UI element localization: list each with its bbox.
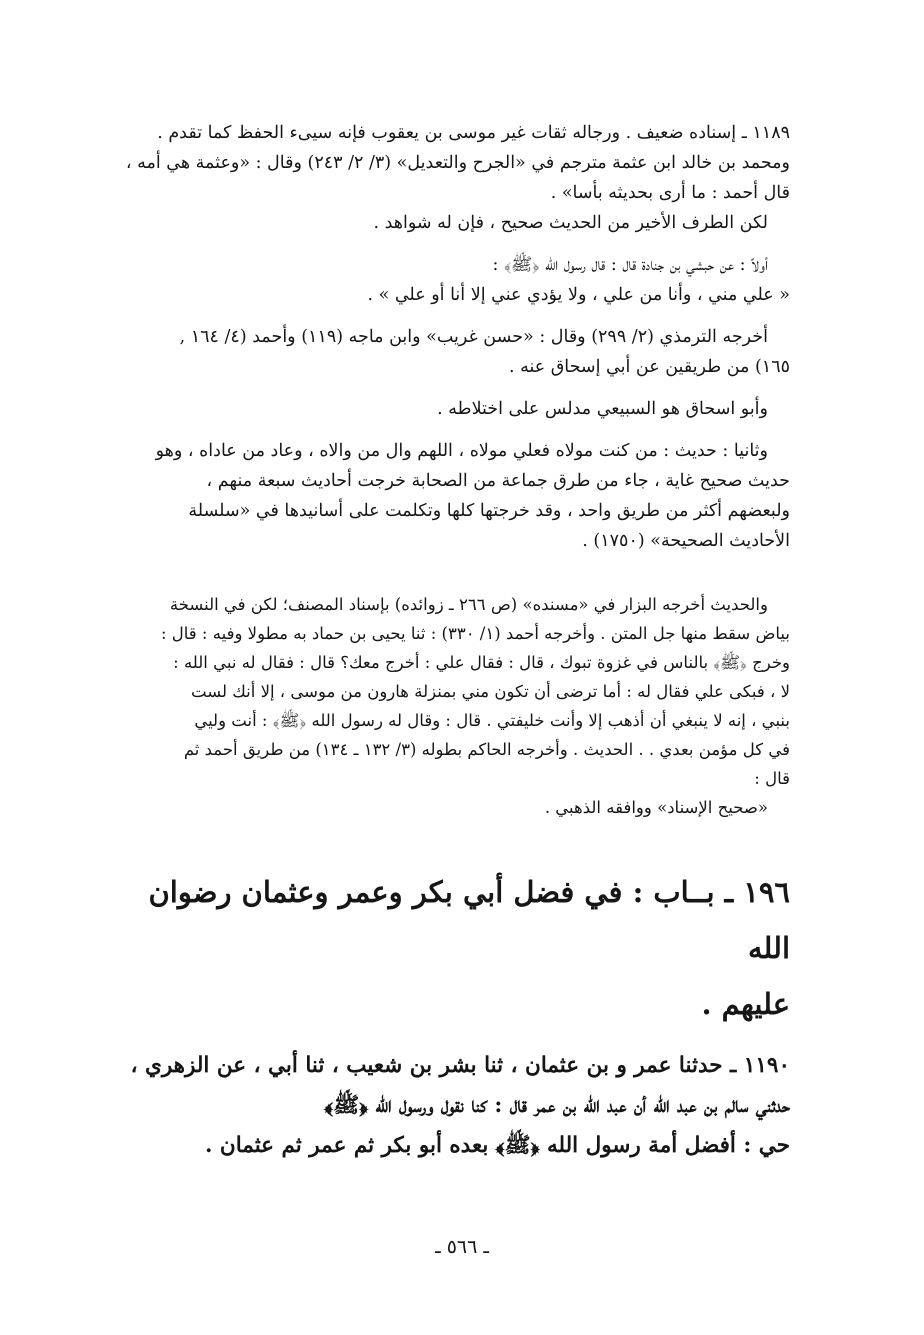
chapter-heading-line-1: ١٩٦ ـ بــاب : في فضل أبي بكر وعمر وعثمان رضوان الله bbox=[148, 875, 790, 965]
bazzar-line-3: وخرج ﴿ﷺ﴾ بالناس في غزوة تبوك ، قال : فقال علي : أخرج معك؟ قال : فقال له نبي الله : bbox=[173, 653, 790, 672]
note-1189-line-2: ومحمد بن خالد ابن عثمة مترجم في «الجرح والتعديل» (٣/ ٢/ ٢٤٣) وقال : «وعثمة هي أمه ، bbox=[125, 153, 790, 173]
bazzar-line-1: والحديث أخرجه البزار في «مسنده» (ص ٢٦٦ ـ زوائده) بإسناد المصنف؛ لكن في النسخة bbox=[169, 595, 768, 614]
bazzar-line-7: قال : bbox=[754, 769, 790, 788]
hadith-line-3: حي : أفضل أمة رسول الله ﴿ﷺ﴾ بعده أبو بكر ثم عمر ثم عثمان . bbox=[204, 1133, 790, 1158]
second-witness-line-2: حديث صحيح غاية ، جاء من طرق جماعة من الصحابة خرجت أحاديث سبعة منهم ، bbox=[206, 471, 790, 491]
takhrij-line-1: أخرجه الترمذي (٢/ ٢٩٩) وقال : «حسن غريب» وابن ماجه (١١٩) وأحمد (٤/ ١٦٤ , bbox=[179, 327, 768, 347]
note-1189-line-1: ١١٨٩ ـ إسناده ضعيف . ورجاله ثقات غير موسى بن يعقوب فإنه سيىء الحفظ كما تقدم . bbox=[157, 123, 790, 143]
footnote-1189 bbox=[112, 118, 790, 238]
second-witness-line-4: الأحاديث الصحيحة» (١٧٥٠) . bbox=[582, 531, 790, 551]
chapter-heading-line-2: عليهم . bbox=[701, 987, 790, 1021]
hadith-line-1: ١١٩٠ ـ حدثنا عمر و بن عثمان ، ثنا بشر بن شعيب ، ثنا أبي ، عن الزهري ، bbox=[130, 1053, 790, 1078]
bazzar-line-5: بنبي ، إنه لا ينبغي أن أذهب إلا وأنت خليفتي . قال : وقال له رسول الله ﴿ﷺ﴾ : أنت وليي bbox=[194, 711, 790, 730]
bazzar-line-8: «صحيح الإسناد» ووافقه الذهبي . bbox=[544, 798, 768, 817]
first-witness bbox=[112, 250, 790, 310]
second-witness-line-1: وثانيا : حديث : من كنت مولاه فعلي مولاه ، اللهم وال من والاه ، وعاد من عاداه ، وهو bbox=[155, 441, 768, 461]
abu-ishaq-note bbox=[112, 394, 790, 424]
note-1189-line-3: قال أحمد : ما أرى بحديثه بأسا» . bbox=[550, 183, 790, 203]
hadith-1190 bbox=[112, 1046, 790, 1166]
abu-ishaq-line: وأبو اسحاق هو السبيعي مدلس على اختلاطه . bbox=[437, 399, 768, 419]
takhrij-line-2: ١٦٥) من طريقين عن أبي إسحاق عنه . bbox=[508, 357, 790, 377]
hadith-line-2: حدثني سالم بن عبد الله أن عبد الله بن عمر قال : كنا نقول ورسول الله ﴿ﷺ﴾ bbox=[324, 1093, 790, 1118]
takhrij-paragraph bbox=[112, 322, 790, 382]
first-witness-line-1: أولاً : عن حبشي بن جنادة قال : قال رسول الله ﴿ﷺ﴾ : bbox=[492, 255, 768, 275]
chapter-heading bbox=[112, 864, 790, 1032]
bazzar-paragraph bbox=[112, 590, 790, 822]
page-number: ـ ٥٦٦ ـ bbox=[435, 1236, 489, 1258]
first-witness-line-2: « علي مني ، وأنا من علي ، ولا يؤدي عني إلا أنا أو علي » . bbox=[367, 285, 790, 305]
bazzar-line-6: في كل مؤمن بعدي . . الحديث . وأخرجه الحاكم بطوله (٣/ ١٣٢ ـ ١٣٤) من طريق أحمد ثم bbox=[183, 740, 790, 759]
second-witness-line-3: ولبعضهم أكثر من طريق واحد ، وقد خرجتها كلها وتكلمت على أسانيدها في «سلسلة bbox=[188, 501, 790, 521]
book-page bbox=[112, 118, 790, 1166]
bazzar-line-2: بياض سقط منها جل المتن . وأخرجه أحمد (١/ ٣٣٠) : ثنا يحيى بن حماد به مطولا وفيه : قال : bbox=[160, 624, 790, 643]
note-1189-line-4: لكن الطرف الأخير من الحديث صحيح ، فإن له شواهد . bbox=[373, 213, 768, 233]
bazzar-line-4: لا ، فبكى علي فقال له : أما ترضى أن تكون مني بمنزلة هارون من موسى ، إلا أنك لست bbox=[191, 682, 790, 701]
second-witness bbox=[112, 436, 790, 556]
